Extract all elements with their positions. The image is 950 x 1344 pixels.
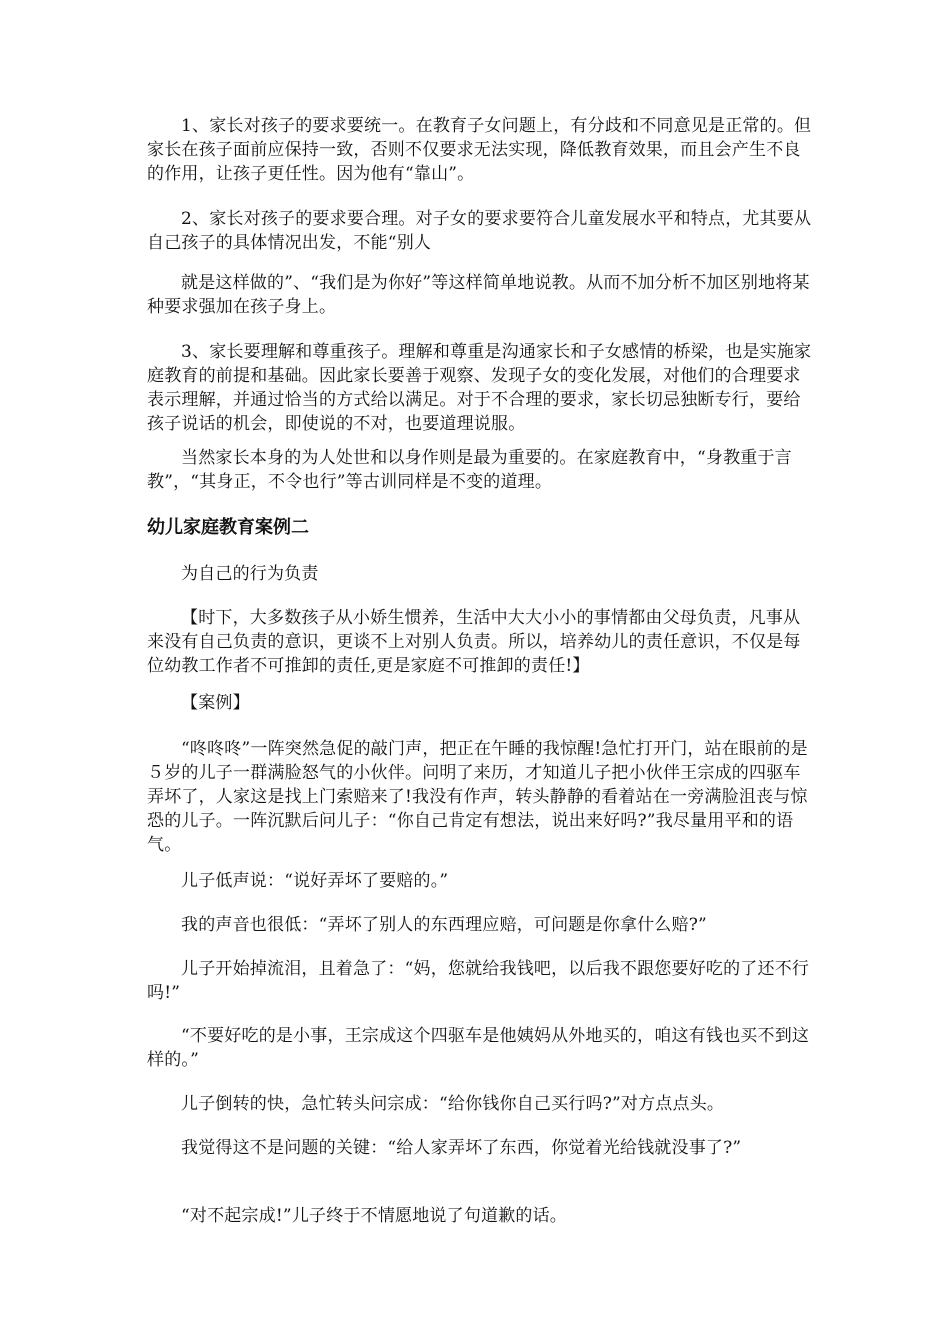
story-toy-from-aunt: “不要好吃的是小事，王宗成这个四驱车是他姨妈从外地买的，咱这有钱也买不到这样的。” bbox=[147, 1026, 810, 1070]
section-heading: 幼儿家庭教育案例二 bbox=[147, 517, 309, 538]
story-son-cries: 儿子开始掉流泪，且着急了：“妈，您就给我钱吧，以后我不跟您要好吃的了还不行吗!” bbox=[147, 959, 810, 1003]
story-apology: “对不起宗成!”儿子终于不情愿地说了句道歉的话。 bbox=[181, 1206, 568, 1226]
story-mother-question: 我的声音也很低：“弄坏了别人的东西理应赔，可问题是你拿什么赔?” bbox=[181, 915, 707, 935]
story-key-issue: 我觉得这不是问题的关键：“给人家弄坏了东西，你觉着光给钱就没事了?” bbox=[181, 1138, 742, 1158]
paragraph-understand-respect: 3、家长要理解和尊重孩子。理解和尊重是沟通家长和子女感情的桥梁，也是实施家庭教育的前提和基础。因此家长要善于观察、发现子女的变化发展，对他们的合理要求表示理解，并通过恰当的方式给以满足。对于不合理的要求，家长切忌独断专行，要给孩子说话的机会，即使说的不对，也要道理说服。 bbox=[147, 342, 812, 434]
story-son-whisper: 儿子低声说：“说好弄坏了要赔的。” bbox=[181, 871, 449, 891]
paragraph-reasonable-requirements: 2、家长对孩子的要求要合理。对子女的要求要符合儿童发展水平和特点，尤其要从自己孩子的具体情况出发，不能“别人 bbox=[147, 209, 812, 253]
paragraph-lead-by-example: 当然家长本身的为人处世和以身作则是最为重要的。在家庭教育中，“身教重于言教”，“其身正，不令也行”等古训同样是不变的道理。 bbox=[147, 448, 792, 492]
case-intro: 【时下，大多数孩子从小娇生惯养，生活中大大小小的事情都由父母负责，凡事从来没有自己负责的意识，更谈不上对别人负责。所以，培养幼儿的责任意识，不仅是每位幼教工作者不可推卸的责任,更是家庭不可推卸的责任!】 bbox=[147, 608, 801, 676]
paragraph-simple-preaching: 就是这样做的”、“我们是为你好”等这样简单地说教。从而不加分析不加区别地将某种要求强加在孩子身上。 bbox=[147, 273, 810, 317]
story-son-offers-money: 儿子倒转的快，急忙转头问宗成：“给你钱你自己买行吗?”对方点点头。 bbox=[181, 1094, 725, 1114]
case-subtitle: 为自己的行为负责 bbox=[181, 564, 319, 584]
story-knock-on-door: “咚咚咚”一阵突然急促的敲门声，把正在午睡的我惊醒!急忙打开门，站在眼前的是５岁的儿子一群满脸怒气的小伙伴。问明了来历，才知道儿子把小伙伴王宗成的四驱车弄坏了，人家这是找上门索赔来了!我没有作声，转头静静的看着站在一旁满脸沮丧与惊恐的儿子。一阵沉默后问儿子：“你自己肯定有想法，说出来好吗?”我尽量用平和的语气。 bbox=[147, 739, 808, 855]
paragraph-unified-requirements: 1、家长对孩子的要求要统一。在教育子女问题上，有分歧和不同意见是正常的。但家长在孩子面前应保持一致，否则不仅要求无法实现，降低教育效果，而且会产生不良的作用，让孩子更任性。因为他有“靠山”。 bbox=[147, 116, 812, 184]
case-label: 【案例】 bbox=[181, 693, 250, 713]
